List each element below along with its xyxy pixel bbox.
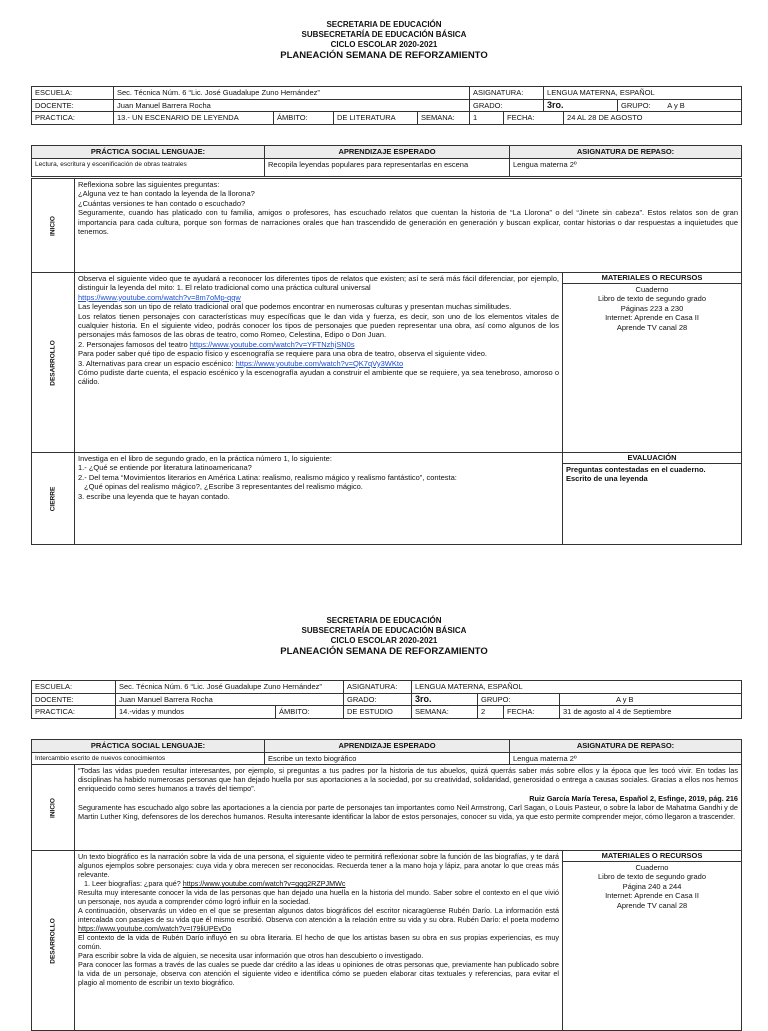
- evaluacion-header: EVALUACIÓN: [563, 453, 741, 464]
- desarrollo-item: 3. Alternativas para crear un espacio escénico:: [78, 358, 234, 368]
- desarrollo-paragraph: Un texto biográfico es la narración sobre la vida de una persona, el siguiente video te permitirá reflexionar sobre la función de las biografías, y te dará algunos ejemplos sobre personajes: cuya vida y obra merecen ser reconocidas. Recuerda tener a la mano hoja y lápiz, para anotar lo que creas más relevante.: [78, 852, 559, 879]
- inicio-citation: Ruiz García María Teresa, Español 2, Esfinge, 2019, pág. 216: [529, 793, 738, 803]
- materiales-cell: [563, 851, 742, 1031]
- header-line-3: CICLO ESCOLAR 2020-2021: [330, 40, 438, 49]
- desarrollo-content: [75, 273, 563, 453]
- semana-value: 1: [470, 112, 504, 125]
- grupo-label: GRUPO:: [621, 100, 651, 110]
- cierre-line: Investiga en el libro de segundo grado, en la práctica número 1, lo siguiente:: [78, 454, 332, 463]
- aprendizaje-value: Recopila leyendas populares para representarlas en escena: [265, 158, 510, 176]
- aprendizaje-header: APRENDIZAJE ESPERADO: [265, 740, 510, 753]
- header-line-2: SUBSECRETARÍA DE EDUCACIÓN BÁSICA: [301, 626, 467, 635]
- inicio-line: ¿Alguna vez te han contado la leyenda de la llorona?: [78, 189, 255, 199]
- session-table: [31, 178, 742, 545]
- header-line-3: CICLO ESCOLAR 2020-2021: [330, 636, 438, 645]
- material-item: Cuaderno: [635, 862, 669, 872]
- practice-table: [31, 145, 742, 177]
- document-header-2: [0, 616, 768, 658]
- desarrollo-paragraph: Las leyendas son un tipo de relato tradicional oral que podemos encontrar en numerosas culturas y presentan muchas similitudes.: [78, 302, 512, 312]
- desarrollo-paragraph: Para escribir sobre la vida de alguien, se necesita usar información que otros han descubierto o investigado.: [78, 951, 424, 960]
- fecha-value: 31 de agosto al 4 de Septiembre: [560, 706, 742, 719]
- repaso-value: Lengua materna 2º: [510, 752, 742, 765]
- inicio-paragraph: “Todas las vidas pueden resultar interesantes, por ejemplo, si preguntas a tus padres por la historia de tus abuelos, quizá querrás saber más sobre ellos y la época que les tocó vivir. En todas las disciplinas ha habido numerosas personas que han dejado huella por sus aportaciones a la sociedad, por su creatividad, solidaridad, generosidad o entrega a causas sociales. Gracias a ellos nos hemos enriquecido como seres humanos a través del tiempo”.: [78, 766, 738, 794]
- material-item: Aprende TV canal 28: [616, 900, 688, 910]
- material-item: Páginas 223 a 230: [620, 303, 684, 313]
- practica-label: PRACTICA:: [32, 706, 116, 719]
- desarrollo-section-label: DESARROLLO: [32, 851, 75, 1031]
- evaluacion-item: Preguntas contestadas en el cuaderno.: [566, 464, 706, 474]
- inicio-line: Reflexiona sobre las siguientes preguntas:: [78, 180, 220, 189]
- video-link-personajes[interactable]: https://www.youtube.com/watch?v=YFTNzhjSN0s: [189, 339, 355, 349]
- desarrollo-paragraph: El contexto de la vida de Rubén Darío influyó en su obra literaria. El hecho de que los artistas basen su obra en sus propias experiencias, es muy común.: [78, 933, 559, 951]
- practice-table-2: [31, 739, 742, 765]
- repaso-header: ASIGNATURA DE REPASO:: [510, 740, 742, 753]
- grado-value: 3ro.: [412, 693, 478, 706]
- repaso-header: ASIGNATURA DE REPASO:: [510, 146, 742, 159]
- fecha-label: FECHA:: [504, 112, 564, 125]
- psl-value: Intercambio escrito de nuevos conocimientos: [32, 752, 265, 765]
- header-title: PLANEACIÓN SEMANA DE REFORZAMIENTO: [280, 646, 488, 657]
- ambito-label: ÁMBITO:: [274, 112, 334, 125]
- aprendizaje-value: Escribe un texto biográfico: [265, 752, 510, 765]
- docente-value: Juan Manuel Barrera Rocha: [114, 99, 470, 112]
- cierre-line: ¿Qué opinas del realismo mágico?, ¿Escribe 3 representantes del realismo mágico.: [84, 482, 363, 492]
- material-item: Internet: Aprende en Casa II: [605, 891, 699, 900]
- desarrollo-paragraph: Observa el siguiente video que te ayudará a reconocer los diferentes tipos de relatos que existen; así te será más fácil diferenciar, por ejemplo, distinguir la leyenda del mito: 1. El relato tradicional como una práctica cultural universal: [78, 274, 559, 293]
- asignatura-value: LENGUA MATERNA, ESPAÑOL: [544, 87, 742, 100]
- document-header: [0, 20, 768, 62]
- asignatura-label: ASIGNATURA:: [344, 681, 412, 694]
- materiales-header: MATERIALES O RECURSOS: [563, 273, 741, 284]
- escuela-value: Sec. Técnica Núm. 6 “Lic. José Guadalupe Zuno Hernández”: [116, 681, 344, 694]
- video-link-espacio[interactable]: https://www.youtube.com/watch?v=QK7qVy3WKto: [235, 358, 404, 368]
- material-item: Internet: Aprende en Casa II: [605, 313, 699, 322]
- grado-label: GRADO:: [344, 693, 412, 706]
- desarrollo-section-label: DESARROLLO: [32, 273, 75, 453]
- grado-value: 3ro.: [544, 99, 618, 112]
- material-item: Libro de texto de segundo grado: [598, 872, 706, 881]
- docente-value: Juan Manuel Barrera Rocha: [116, 693, 344, 706]
- session-table-2: [31, 764, 742, 1031]
- inicio-line: Seguramente, cuando has platicado con tu familia, amigos o profesores, has escuchado relatos que cuentan la historia de “La Llorona” o del “Jinete sin cabeza”. Estos relatos son de gran importancia para cada cultura, porque son formas de narraciones orales que han trascendido de generación en generación y buscan explicar, contar historias o dar respuestas a inquietudes que tenemos.: [78, 208, 739, 237]
- grupo-cell: [618, 99, 742, 112]
- aprendizaje-header: APRENDIZAJE ESPERADO: [265, 146, 510, 159]
- semana-label: SEMANA:: [418, 112, 470, 125]
- cierre-content: [75, 453, 563, 545]
- materiales-header: MATERIALES O RECURSOS: [563, 851, 741, 862]
- desarrollo-paragraph: A continuación, observarás un video en el que se presentan algunos datos biográficos del escritor nicaragüense Rubén Darío. La información está intercalada con pasajes de su vida que él mismo escribió. Observa con atención a la relación entre su vida y su obra. Rubén Darío: el poeta moderno: [78, 906, 559, 924]
- asignatura-value: LENGUA MATERNA, ESPAÑOL: [412, 681, 742, 694]
- desarrollo-paragraph: Los relatos tienen personajes con características muy específicas que le dan vida y fuerza, es decir, son uno de los elementos vitales de cualquier historia. En el siguiente video, podrás conocer los tipos de personajes que pueden representar una obra, así como algunos de los personajes más famosos de las obras de teatro, como Romeo, Celestina, Edipo o Don Juan.: [78, 311, 559, 340]
- practica-value: 14.-vidas y mundos: [116, 706, 276, 719]
- psl-header: PRÁCTICA SOCIAL LENGUAJE:: [32, 740, 265, 753]
- practica-value: 13.- UN ESCENARIO DE LEYENDA: [114, 112, 274, 125]
- desarrollo-paragraph: Resulta muy interesante conocer la vida de las personas que han dejado una huella en la historia del mundo. Saber sobre el contexto en el que vivió un personaje, nos ayuda a comprender cómo logró influir en la sociedad.: [78, 888, 559, 906]
- fecha-value: 24 AL 28 DE AGOSTO: [564, 112, 742, 125]
- asignatura-label: ASIGNATURA:: [470, 87, 544, 100]
- semana-value: 2: [478, 706, 504, 719]
- inicio-line: ¿Cuántas versiones te han contado o escuchado?: [78, 198, 246, 208]
- header-title: PLANEACIÓN SEMANA DE REFORZAMIENTO: [280, 50, 488, 61]
- psl-value: Lectura, escritura y escenificación de obras teatrales: [32, 158, 265, 176]
- ambito-label: ÁMBITO:: [276, 706, 344, 719]
- evaluacion-cell: [563, 453, 742, 545]
- material-item: Página 240 a 244: [622, 881, 682, 891]
- grado-label: GRADO:: [470, 99, 544, 112]
- docente-label: DOCENTE:: [32, 99, 114, 112]
- escuela-label: ESCUELA:: [32, 681, 116, 694]
- ambito-value: DE ESTUDIO: [344, 706, 412, 719]
- video-link-biografias[interactable]: https://www.youtube.com/watch?v=gqq2RZPJMWc: [182, 879, 346, 888]
- desarrollo-paragraph: Para conocer las formas a través de las cuales se puede dar crédito a las ideas u opiniones de otras personas que, previamente han publicado sobre la vida de un personaje, observa con atención el siguiente video e identifica cómo se pueden elaborar citas textuales y referencias, para evitar el plagio al momento de escribir un texto biográfico.: [78, 960, 559, 987]
- materiales-cell: [563, 273, 742, 453]
- header-line-1: SECRETARIA DE EDUCACIÓN: [326, 616, 442, 625]
- cierre-line: 2.- Del tema “Movimientos literarios en América Latina: realismo, realismo mágico y realismo fantástico”, contesta:: [78, 472, 457, 482]
- video-link-relato[interactable]: https://www.youtube.com/watch?v=8m7oMp-qqw: [78, 292, 241, 302]
- inicio-section-label: INICIO: [32, 765, 75, 851]
- inicio-content: [75, 179, 742, 273]
- grupo-value: A y B: [667, 100, 685, 110]
- repaso-value: Lengua materna 2º: [510, 158, 742, 176]
- psl-header: PRÁCTICA SOCIAL LENGUAJE:: [32, 146, 265, 159]
- header-line-1: SECRETARIA DE EDUCACIÓN: [326, 20, 442, 29]
- material-item: Cuaderno: [635, 284, 669, 294]
- docente-label: DOCENTE:: [32, 693, 116, 706]
- info-table-2: [31, 680, 742, 719]
- escuela-label: ESCUELA:: [32, 87, 114, 100]
- cierre-section-label: CIERRE: [32, 453, 75, 545]
- info-table: [31, 86, 742, 125]
- desarrollo-content: [75, 851, 563, 1031]
- ambito-value: DE LITERATURA: [334, 112, 418, 125]
- escuela-value: Sec. Técnica Núm. 6 “Lic. José Guadalupe Zuno Hernández”: [114, 87, 470, 100]
- desarrollo-paragraph: Cómo pudiste darte cuenta, el espacio escénico y la escenografía ayudan a construir el ambiente que se requiere, ya sea tenebroso, amoroso o cálido.: [78, 368, 559, 387]
- inicio-paragraph: Seguramente has escuchado algo sobre las aportaciones a la ciencia por parte de personajes tan importantes como Neil Armstrong, Carl Sagan, o Louis Pasteur, o sobre la labor de Mahatma Gandhi y de Martin Luther King, defensores de los derechos humanos. Resulta interesante identificar la labor de estos personajes, conocer su vida, ya que esto permite comprender mejor, cómo llegaron a trascender.: [78, 802, 738, 822]
- material-item: Aprende TV canal 28: [616, 322, 688, 332]
- desarrollo-paragraph: Para poder saber qué tipo de espacio físico y escenografía se requiere para una obra de teatro, observa el siguiente video.: [78, 349, 488, 359]
- semana-label: SEMANA:: [412, 706, 478, 719]
- cierre-line: 3. escribe una leyenda que te hayan contado.: [78, 491, 230, 501]
- evaluacion-item: Escrito de una leyenda: [566, 474, 648, 483]
- desarrollo-item: 2. Personajes famosos del teatro: [78, 339, 188, 349]
- video-link-dario[interactable]: https://www.youtube.com/watch?v=I79liUPEvDo: [78, 924, 232, 933]
- header-line-2: SUBSECRETARÍA DE EDUCACIÓN BÁSICA: [301, 30, 467, 39]
- grupo-value: A y B: [560, 693, 742, 706]
- cierre-line: 1.- ¿Qué se entiende por literatura latinoamericana?: [78, 463, 252, 473]
- practica-label: PRACTICA:: [32, 112, 114, 125]
- material-item: Libro de texto de segundo grado: [598, 294, 706, 303]
- grupo-label: GRUPO:: [478, 693, 560, 706]
- inicio-section-label: INICIO: [32, 179, 75, 273]
- fecha-label: FECHA:: [504, 706, 560, 719]
- inicio-content: [75, 765, 742, 851]
- desarrollo-item: 1. Leer biografías: ¿para qué?: [84, 879, 181, 888]
